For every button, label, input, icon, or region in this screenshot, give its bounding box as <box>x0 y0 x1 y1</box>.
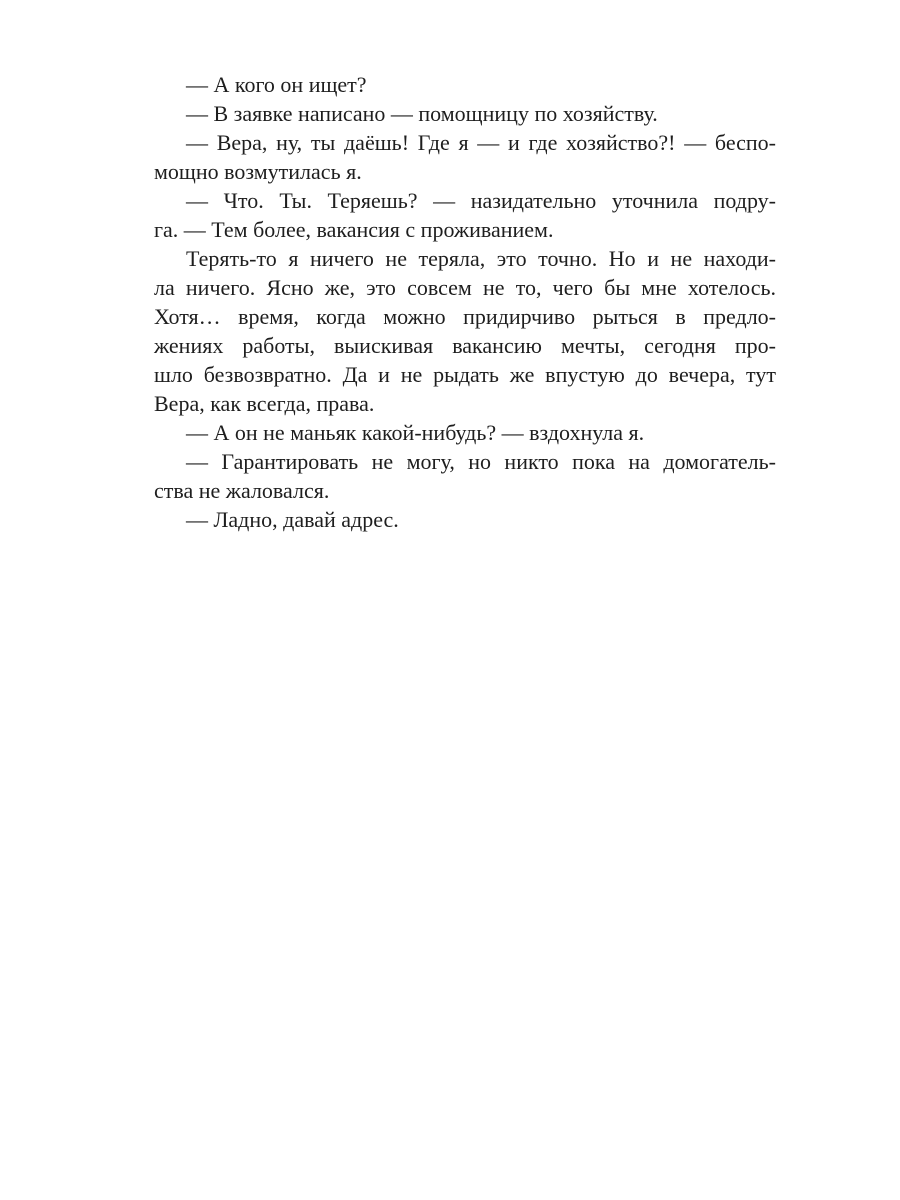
text-line: — Ладно, давай адрес. <box>186 507 399 532</box>
text-line: — А он не маньяк какой-нибудь? — вздохнула я. <box>186 420 645 445</box>
text-line: ла ничего. Ясно же, это совсем не то, чего бы мне хотелось. <box>154 275 776 300</box>
text-line: — В заявке написано — помощницу по хозяйству. <box>186 101 658 126</box>
text-line: Терять-то я ничего не теряла, это точно. Но и не находи- <box>186 246 776 271</box>
text-line: Вера, как всегда, права. <box>154 391 375 416</box>
text-line: ства не жаловался. <box>154 478 330 503</box>
text-line: мощно возмутилась я. <box>154 159 362 184</box>
body-text <box>154 70 776 534</box>
text-line: га. — Тем более, вакансия с проживанием. <box>154 217 554 242</box>
text-line: — Гарантировать не могу, но никто пока на домогатель- <box>186 449 776 474</box>
text-line: жениях работы, выискивая вакансию мечты, сегодня про- <box>154 333 776 358</box>
text-line: шло безвозвратно. Да и не рыдать же впустую до вечера, тут <box>154 362 776 387</box>
text-line: — Вера, ну, ты даёшь! Где я — и где хозяйство?! — беспо- <box>186 130 776 155</box>
text-line: Хотя… время, когда можно придирчиво рыться в предло- <box>154 304 776 329</box>
text-line: — Что. Ты. Теряешь? — назидательно уточнила подру- <box>186 188 776 213</box>
text-line: — А кого он ищет? <box>186 72 367 97</box>
